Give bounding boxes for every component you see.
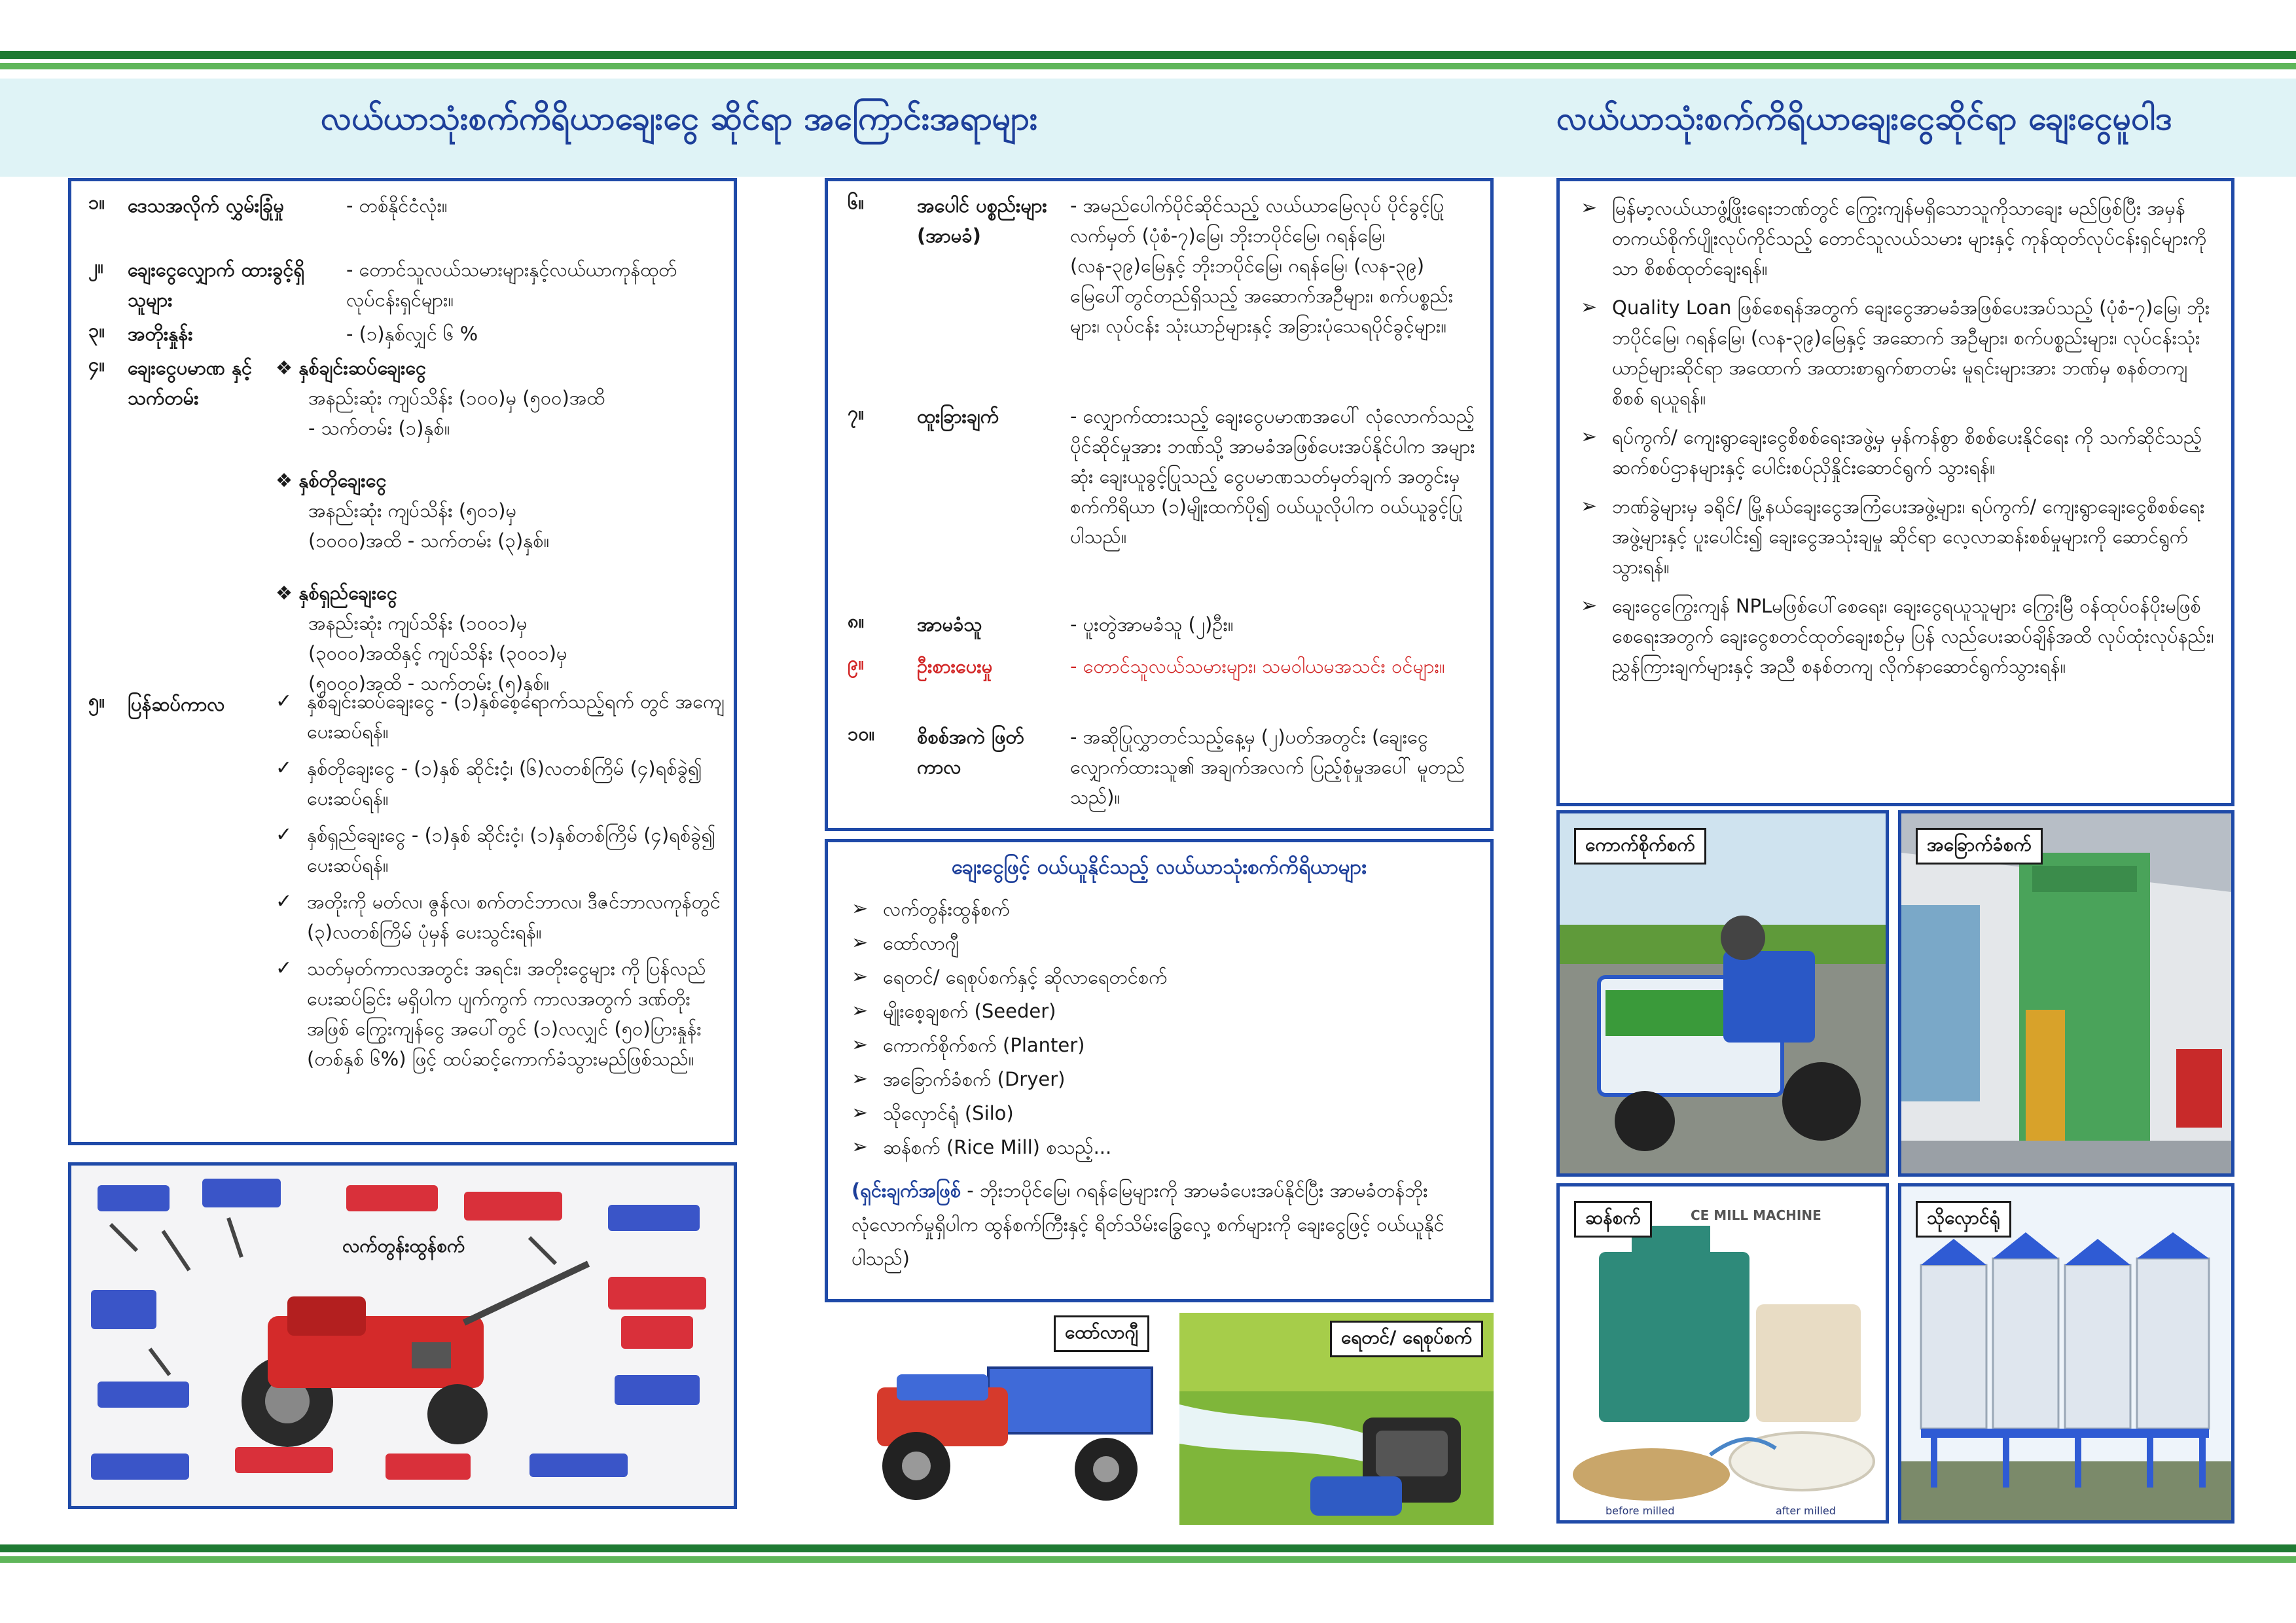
note-heading: (ရှင်းချက်အဖြစ် <box>852 1179 961 1202</box>
review-value: - အဆိုပြုလွှာတင်သည့်နေ့မှ (၂)ပတ်အတွင်း (ချေးငွေလျှောက်ထားသူ၏ အချက်အလက် ပြည့်စုံမှုအပေါ် မူတည်သည်)။ <box>1070 726 1465 808</box>
repay-list <box>276 687 727 1074</box>
coverage-label: ဒေသအလိုက် လွှမ်းခြုံမှု <box>128 194 284 217</box>
dryer-image <box>1898 810 2234 1177</box>
list-item: ➢ ချေးငွေကြွေးကျန် NPLမဖြစ်ပေါ်စေရေး၊ ချေးငွေရယူသူများ ကြွေးမြီ ဝန်ထုပ်ဝန်ပိုးမဖြစ်စေရေးအတွက် ချေးငွေစတင်ထုတ်ချေးစဉ်မှ ပြန် လည်ပေးဆပ်ချိန်အထိ လုပ်ထုံးလုပ်နည်း၊ ညွှန်ကြားချက်များနှင့် အညီ စနစ်တကျ လိုက်နာဆောင်ရွက်သွားရန်။ <box>1581 591 2215 681</box>
list-item: ✓ အတိုးကို မတ်လ၊ ဇွန်လ၊ စက်တင်ဘာလ၊ ဒီဇင်ဘာလကုန်တွင် (၃)လတစ်ကြိမ် ပုံမှန် ပေးသွင်းရန်။ <box>276 887 727 947</box>
short-loan-range: အနည်းဆုံး ကျပ်သိန်း (၅၀၁)မှ <box>308 499 517 522</box>
feature-label: ထူးခြားချက် <box>917 405 999 427</box>
review-label: စိစစ်အကဲ ဖြတ်ကာလ <box>917 726 1024 778</box>
list-item: ✓ နှစ်တိုချေးငွေ - (၁)နှစ် ဆိုင်းငံ့၊ (၆)လတစ်ကြိမ် (၄)ရစ်ခွဲ၍ ပေးဆပ်ရန်။ <box>276 753 727 813</box>
priority-label: ဦးစားပေးမှု <box>917 655 993 677</box>
collateral-label: အပေါင် ပစ္စည်းများ (အာမခံ) <box>917 194 1047 247</box>
eligible-label: ချေးငွေလျှောက် ထားခွင့်ရှိသူများ <box>128 259 305 311</box>
bottom-stripe-dark <box>0 1544 2296 1552</box>
item-number: ၁။ <box>88 191 105 213</box>
list-item: ➢ မြန်မာ့လယ်ယာဖွံ့ဖြိုးရေးဘဏ်တွင် ကြွေးကျန်မရှိသောသူကိုသာချေး မည်ဖြစ်ပြီး အမှန်တကယ်စိုက်ပျိုးလုပ်ကိုင်သည့် တောင်သူလယ်သမား များနှင့် ကုန်ထုတ်လုပ်ငန်းရှင်များကိုသာ စိစစ်ထုတ်ချေးရန်။ <box>1581 193 2215 283</box>
silo-image <box>1898 1183 2234 1524</box>
item-number: ၅။ <box>88 690 105 712</box>
arrow-icon: ➢ <box>852 1101 869 1124</box>
priority-value: - တောင်သူလယ်သမားများ၊ သမဝါယမအသင်း ဝင်များ။ <box>1070 655 1445 677</box>
interest-label: အတိုးနှုန်း <box>128 323 193 345</box>
list-item: ➢ ရေတင်/ ရေစုပ်စက်နှင့် ဆိုလာရေတင်စက် <box>852 960 1467 994</box>
eligible-value: - တောင်သူလယ်သမားများနှင့်လယ်ယာကုန်ထုတ် လုပ်ငန်းရှင်များ။ <box>346 259 677 311</box>
collateral-panel <box>825 178 1494 831</box>
mill-brand-text: CE MILL MACHINE <box>1691 1207 1821 1223</box>
machines-note <box>852 1173 1473 1275</box>
arrow-icon: ➢ <box>1581 594 1598 617</box>
machines-panel <box>825 839 1494 1302</box>
planter-image <box>1556 810 1889 1177</box>
short-loan-term: (၁၀၀၀)အထိ - သက်တမ်း (၃)နှစ်။ <box>308 529 550 552</box>
arrow-icon: ➢ <box>852 897 869 920</box>
item-number: ၄။ <box>88 353 105 376</box>
arrow-icon: ➢ <box>852 1033 869 1056</box>
item-number: ၁၀။ <box>848 722 875 745</box>
arrow-icon: ➢ <box>1581 296 1598 319</box>
tractor-image <box>857 1315 1178 1505</box>
tiller-collage-image <box>68 1162 737 1509</box>
list-item: ➢ အခြောက်ခံစက် (Dryer) <box>852 1062 1467 1096</box>
arrow-icon: ➢ <box>852 965 869 988</box>
feature-value: - လျှောက်ထားသည့် ချေးငွေပမာဏအပေါ် လုံလောက်သည့်ပိုင်ဆိုင်မှုအား ဘဏ်သို့ အာမခံအဖြစ်ပေးအပ်နိုင်ပါက အများဆုံး ချေးယူခွင့်ပြုသည့် ငွေပမာဏသတ်မှတ်ချက် အတွင်းမှ စက်ကိရိယာ (၁)မျိုးထက်ပို၍ ဝယ်ယူလိုပါက ဝယ်ယူခွင့်ပြုပါသည်။ <box>1070 405 1475 548</box>
item-number: ၈။ <box>848 610 865 632</box>
policy-panel <box>1556 178 2234 806</box>
annual-loan-range: အနည်းဆုံး ကျပ်သိန်း (၁၀၀)မှ (၅၀၀)အထိ <box>308 387 605 409</box>
rice-mill-image <box>1556 1183 1889 1524</box>
guarantor-value: - ပူးတွဲအာမခံသူ (၂)ဦး။ <box>1070 613 1234 635</box>
after-milled-caption: after milled <box>1776 1505 1836 1517</box>
list-item: ✓ နှစ်ချင်းဆပ်ချေးငွေ - (၁)နှစ်စေ့ရောက်သည့်ရက် တွင် အကျေပေးဆပ်ရန်။ <box>276 687 727 747</box>
list-item: ➢ ထော်လာဂျီ <box>852 926 1467 960</box>
list-item: ➢ ရပ်ကွက်/ ကျေးရွာချေးငွေစိစစ်ရေးအဖွဲ့မှ မှန်ကန်စွာ စိစစ်ပေးနိုင်ရေး ကို သက်ဆိုင်သည့်ဆက်စပ်ဌာနများနှင့် ပေါင်းစပ်ညှိနှိုင်းဆောင်ရွက် သွားရန်။ <box>1581 422 2215 482</box>
machines-title: ချေးငွေဖြင့် ဝယ်ယူနိုင်သည့် လယ်ယာသုံးစက်ကိရိယာများ <box>951 855 1367 879</box>
check-icon: ✓ <box>276 823 293 846</box>
list-item: ➢ မျိုးစေ့ချစက် (Seeder) <box>852 994 1467 1028</box>
long-loan-range-2: (၃၀၀၀)အထိနှင့် ကျပ်သိန်း (၃၀၀၁)မှ <box>308 642 567 664</box>
list-item: ➢ Quality Loan ဖြစ်စေရန်အတွက် ချေးငွေအာမခံအဖြစ်ပေးအပ်သည့် (ပုံစံ-၇)မြေ၊ ဘိုးဘပိုင်မြေ၊ ဂရန်မြေ၊ (လန-၃၉)မြေနှင့် အဆောက် အဦများ၊ စက်ပစ္စည်းများ၊ လုပ်ငန်းသုံးယာဉ်များဆိုင်ရာ အထောက် အထားစာရွက်စာတမ်း မူရင်းများအား ဘဏ်မှ စနစ်တကျ စိစစ် ရယူရန်။ <box>1581 293 2215 413</box>
policy-list <box>1581 193 2215 681</box>
top-stripe-dark <box>0 51 2296 59</box>
short-loan-block <box>276 465 727 556</box>
check-icon: ✓ <box>276 890 293 913</box>
diamond-icon: ❖ <box>276 582 299 604</box>
amount-term-label: ချေးငွေပမာဏ နှင့် သက်တမ်း <box>128 357 253 409</box>
long-loan-term: (၅၀၀၀)အထိ - သက်တမ်း (၅)နှစ်။ <box>308 672 550 694</box>
guarantor-label: အာမခံသူ <box>917 613 982 635</box>
list-item: ➢ ဆန်စက် (Rice Mill) စသည့်... <box>852 1130 1467 1164</box>
list-item: ➢ ကောက်စိုက်စက် (Planter) <box>852 1028 1467 1062</box>
tiller-label: လက်တွန်းထွန်စက် <box>342 1235 465 1257</box>
planter-label: ကောက်စိုက်စက် <box>1574 828 1706 865</box>
before-milled-caption: before milled <box>1605 1505 1675 1517</box>
check-icon: ✓ <box>276 690 293 713</box>
repay-label: ပြန်ဆပ်ကာလ <box>128 693 225 715</box>
rice-mill-label: ဆန်စက် <box>1574 1201 1652 1238</box>
arrow-icon: ➢ <box>1581 495 1598 518</box>
long-loan-range: အနည်းဆုံး ကျပ်သိန်း (၁၀၀၁)မှ <box>308 612 528 634</box>
silo-label: သိုလှောင်ရုံ <box>1916 1201 2011 1238</box>
coverage-value: - တစ်နိုင်ငံလုံး။ <box>346 194 448 217</box>
diamond-icon: ❖ <box>276 469 299 491</box>
left-header-title: လယ်ယာသုံးစက်ကိရိယာချေးငွေ ဆိုင်ရာ အကြောင်းအရာများ <box>321 99 1038 137</box>
annual-loan-term: - သက်တမ်း (၁)နှစ်။ <box>308 417 450 439</box>
item-number: ၉။ <box>848 652 865 674</box>
arrow-icon: ➢ <box>852 931 869 954</box>
short-loan-title: နှစ်တိုချေးငွေ <box>298 469 387 491</box>
arrow-icon: ➢ <box>852 999 869 1022</box>
arrow-icon: ➢ <box>1581 196 1598 219</box>
item-number: ၆။ <box>848 191 865 213</box>
arrow-icon: ➢ <box>852 1135 869 1158</box>
dryer-label: အခြောက်ခံစက် <box>1916 828 2043 865</box>
check-icon: ✓ <box>276 757 293 779</box>
interest-value: - (၁)နှစ်လျှင် ၆ % <box>346 323 478 345</box>
long-loan-block <box>276 578 727 698</box>
list-item: ➢ ဘဏ်ခွဲများမှ ခရိုင်/ မြို့နယ်ချေးငွေအကြံပေးအဖွဲ့များ၊ ရပ်ကွက်/ ကျေးရွာချေးငွေစိစစ်ရေးအဖွဲ့များနှင့် ပူးပေါင်း၍ ချေးငွေအသုံးချမှု ဆိုင်ရာ လေ့လာဆန်းစစ်မှုများကို ဆောင်ရွက်သွားရန်။ <box>1581 491 2215 582</box>
list-item: ✓ သတ်မှတ်ကာလအတွင်း အရင်း၊ အတိုးငွေများ ကို ပြန်လည်ပေးဆပ်ခြင်း မရှိပါက ပျက်ကွက် ကာလအတွက် ဒဏ်တိုးအဖြစ် ကြွေးကျန်ငွေ အပေါ်တွင် (၁)လလျှင် (၅၀)ပြားနှုန်း (တစ်နှစ် ၆%) ဖြင့် ထပ်ဆင့်ကောက်ခံသွားမည်ဖြစ်သည်။ <box>276 954 727 1074</box>
item-number: ၇။ <box>848 402 865 424</box>
list-item: ➢ သိုလှောင်ရုံ (Silo) <box>852 1096 1467 1130</box>
loan-details-panel <box>68 178 737 1145</box>
water-pump-image <box>1179 1313 1494 1525</box>
arrow-icon: ➢ <box>852 1067 869 1090</box>
check-icon: ✓ <box>276 957 293 980</box>
tractor-label: ထော်လာဂျီ <box>1054 1315 1149 1352</box>
annual-loan-block <box>276 353 727 443</box>
item-number: ၃။ <box>88 319 105 342</box>
bottom-stripe-light <box>0 1556 2296 1563</box>
diamond-icon: ❖ <box>276 357 299 379</box>
note-body: - ဘိုးဘပိုင်မြေ၊ ဂရန်မြေများကို အာမခံပေးအပ်နိုင်ပြီး အာမခံတန်ဘိုးလုံလောက်မှုရှိပါက ထွန်စက်ကြီးနှင့် ရိတ်သိမ်းခြွေလှေ့ စက်များကို ချေးငွေဖြင့် ဝယ်ယူနိုင်ပါသည်) <box>852 1179 1444 1270</box>
annual-loan-title: နှစ်ချင်းဆပ်ချေးငွေ <box>298 357 427 379</box>
arrow-icon: ➢ <box>1581 425 1598 448</box>
pump-label: ရေတင်/ ရေစုပ်စက် <box>1330 1321 1483 1357</box>
list-item: ➢ လက်တွန်းထွန်စက် <box>852 892 1467 926</box>
item-number: ၂။ <box>88 255 104 277</box>
long-loan-title: နှစ်ရှည်ချေးငွေ <box>298 582 397 604</box>
list-item: ✓ နှစ်ရှည်ချေးငွေ - (၁)နှစ် ဆိုင်းငံ့၊ (၁)နှစ်တစ်ကြိမ် (၄)ရစ်ခွဲ၍ ပေးဆပ်ရန်။ <box>276 820 727 880</box>
collateral-value: - အမည်ပေါက်ပိုင်ဆိုင်သည့် လယ်ယာမြေလုပ် ပိုင်ခွင့်ပြုလက်မှတ် (ပုံစံ-၇)မြေ၊ ဘိုးဘပိုင်မြေ၊ ဂရန်မြေ၊ (လန-၃၉)မြေနှင့် ဘိုးဘပိုင်မြေ၊ ဂရန်မြေ၊ (လန-၃၉) မြေပေါ်တွင်တည်ရှိသည့် အဆောက်အဦများ၊ စက်ပစ္စည်းများ၊ လုပ်ငန်း သုံးယာဉ်များနှင့် အခြားပုံသေရပိုင်ခွင့်များ။ <box>1070 194 1454 337</box>
right-header-title: လယ်ယာသုံးစက်ကိရိယာချေးငွေဆိုင်ရာ ချေးငွေမူဝါဒ <box>1556 99 2173 137</box>
top-stripe-light <box>0 63 2296 69</box>
machines-list <box>852 892 1467 1164</box>
